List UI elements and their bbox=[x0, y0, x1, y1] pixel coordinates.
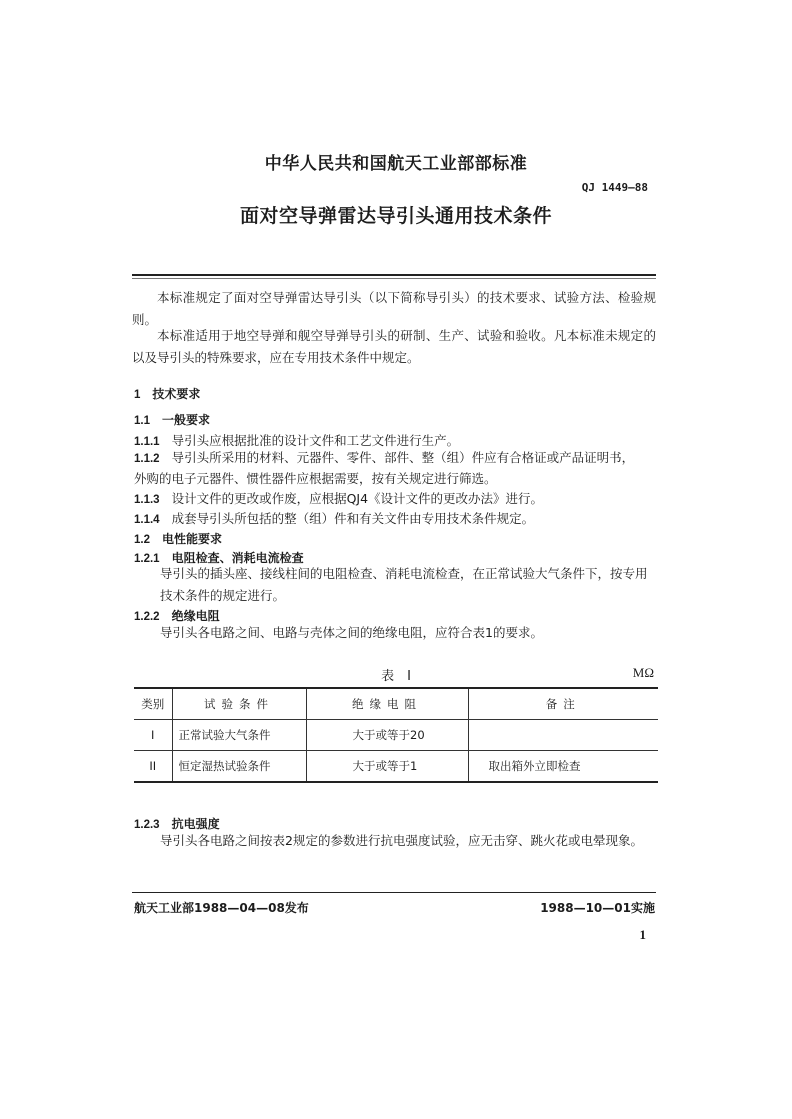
effective-date: 1988—10—01实施 bbox=[540, 901, 655, 915]
header-insulation-resistance: 绝缘电阻 bbox=[306, 688, 468, 720]
header-category: 类别 bbox=[134, 688, 172, 720]
section-label: 绝缘电阻 bbox=[171, 609, 220, 623]
section-1-2-heading bbox=[134, 530, 222, 547]
standard-number: QJ 1449—88 bbox=[581, 181, 648, 194]
section-number: 1.1 bbox=[134, 415, 150, 427]
clause-text: 导引头所采用的材料、元器件、零件、部件、整（组）件应有合格证或产品证明书， bbox=[171, 450, 635, 465]
clause-text: 成套导引头所包括的整（组）件和有关文件由专用技术条件规定。 bbox=[171, 511, 535, 526]
cell-resistance: 大于或等于20 bbox=[306, 720, 468, 751]
cell-test-condition: 恒定湿热试验条件 bbox=[172, 751, 306, 783]
clause-number: 1.1.3 bbox=[134, 494, 160, 506]
section-number: 1.2 bbox=[134, 534, 150, 546]
clause-number: 1.1.1 bbox=[134, 436, 160, 448]
table-row bbox=[134, 751, 658, 783]
table-header-row bbox=[134, 688, 658, 720]
cell-remarks: 取出箱外立即检查 bbox=[468, 751, 658, 783]
section-number: 1 bbox=[134, 389, 141, 401]
header-test-condition: 试验条件 bbox=[172, 688, 306, 720]
section-number: 1.2.1 bbox=[134, 553, 160, 565]
section-number: 1.2.3 bbox=[134, 819, 160, 831]
clause-1-1-2-continued: 外购的电子元器件、惯性器件应根据需要，按有关规定进行筛选。 bbox=[134, 471, 497, 486]
clause-1-1-1 bbox=[134, 431, 459, 449]
insulation-resistance-table bbox=[134, 687, 658, 783]
page-number: 1 bbox=[639, 927, 646, 942]
clause-1-1-2 bbox=[134, 448, 634, 466]
clause-1-1-4 bbox=[134, 509, 534, 527]
clause-1-1-3 bbox=[134, 489, 543, 507]
document-title: 面对空导弹雷达导引头通用技术条件 bbox=[239, 205, 552, 227]
clause-number: 1.1.2 bbox=[134, 453, 160, 465]
issuing-organization: 中华人民共和国航天工业部部标准 bbox=[264, 154, 528, 174]
intro-paragraph-applicability: 本标准适用于地空导弹和舰空导弹导引头的研制、生产、试验和验收。凡本标准未规定的以及导引头的特殊要求，应在专用技术条件中规定。 bbox=[132, 328, 656, 365]
header-rule-thin bbox=[132, 278, 656, 279]
table-caption: 表 I bbox=[381, 669, 411, 684]
header-rule bbox=[132, 274, 656, 276]
footer-rule bbox=[132, 892, 656, 893]
section-1-2-1-body: 导引头的插头座、接线柱间的电阻检查、消耗电流检查，在正常试验大气条件下，按专用技术条件的规定进行。 bbox=[160, 566, 648, 603]
issue-date: 航天工业部1988—04—08发布 bbox=[134, 901, 309, 915]
section-1-2-3-body: 导引头各电路之间按表2规定的参数进行抗电强度试验，应无击穿、跳火花或电晕现象。 bbox=[160, 833, 643, 848]
section-number: 1.2.2 bbox=[134, 611, 160, 623]
cell-category: II bbox=[134, 751, 172, 783]
section-1-heading bbox=[134, 385, 200, 402]
cell-resistance: 大于或等于1 bbox=[306, 751, 468, 783]
clause-text: 设计文件的更改或作废，应根据QJ4《设计文件的更改办法》进行。 bbox=[171, 491, 544, 506]
intro-paragraph-scope: 本标准规定了面对空导弹雷达导引头（以下简称导引头）的技术要求、试验方法、检验规则。 bbox=[132, 290, 656, 327]
section-1-2-2-body: 导引头各电路之间、电路与壳体之间的绝缘电阻，应符合表1的要求。 bbox=[160, 625, 543, 640]
clause-number: 1.1.4 bbox=[134, 514, 160, 526]
cell-remarks bbox=[468, 720, 658, 751]
section-label: 电阻检查、消耗电流检查 bbox=[171, 551, 304, 565]
section-label: 电性能要求 bbox=[162, 532, 223, 546]
clause-text: 导引头应根据批准的设计文件和工艺文件进行生产。 bbox=[171, 433, 460, 448]
header-remarks: 备注 bbox=[468, 688, 658, 720]
section-1-1-heading bbox=[134, 411, 210, 428]
cell-category: I bbox=[134, 720, 172, 751]
cell-test-condition: 正常试验大气条件 bbox=[172, 720, 306, 751]
section-label: 技术要求 bbox=[152, 387, 201, 401]
table-row bbox=[134, 720, 658, 751]
section-label: 一般要求 bbox=[162, 413, 211, 427]
table-unit: MΩ bbox=[632, 665, 654, 680]
section-label: 抗电强度 bbox=[171, 817, 220, 831]
